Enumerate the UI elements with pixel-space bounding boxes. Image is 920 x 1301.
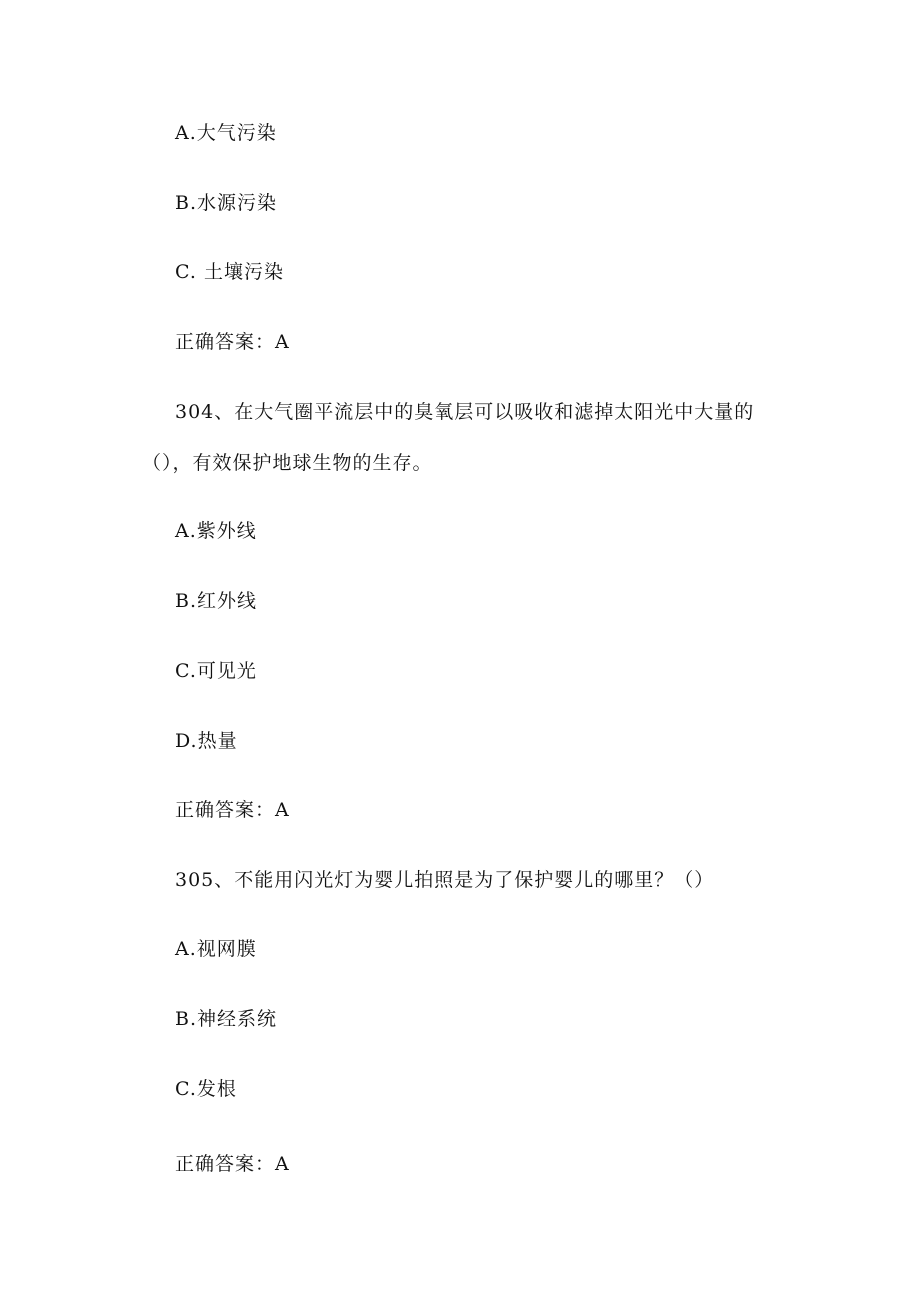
option-d: D.热量 [175, 730, 238, 752]
option-b: B.神经系统 [175, 1008, 278, 1030]
question-text-continued: （），有效保护地球生物的生存。 [142, 452, 433, 474]
question-text: 304、在大气圈平流层中的臭氧层可以吸收和滤掉太阳光中大量的 [175, 401, 755, 423]
option-c: C.可见光 [175, 660, 257, 682]
correct-answer: 正确答案：A [175, 1153, 290, 1175]
option-c: C.发根 [175, 1078, 237, 1100]
option-b: B.红外线 [175, 590, 258, 612]
option-a: A.视网膜 [175, 938, 257, 960]
option-c: C. 土壤污染 [175, 261, 284, 283]
question-text: 305、不能用闪光灯为婴儿拍照是为了保护婴儿的哪里？（） [175, 869, 715, 891]
correct-answer: 正确答案：A [175, 799, 290, 821]
option-a: A.紫外线 [175, 520, 257, 542]
option-b: B.水源污染 [175, 192, 278, 214]
option-a: A.大气污染 [175, 122, 277, 144]
correct-answer: 正确答案：A [175, 331, 290, 353]
